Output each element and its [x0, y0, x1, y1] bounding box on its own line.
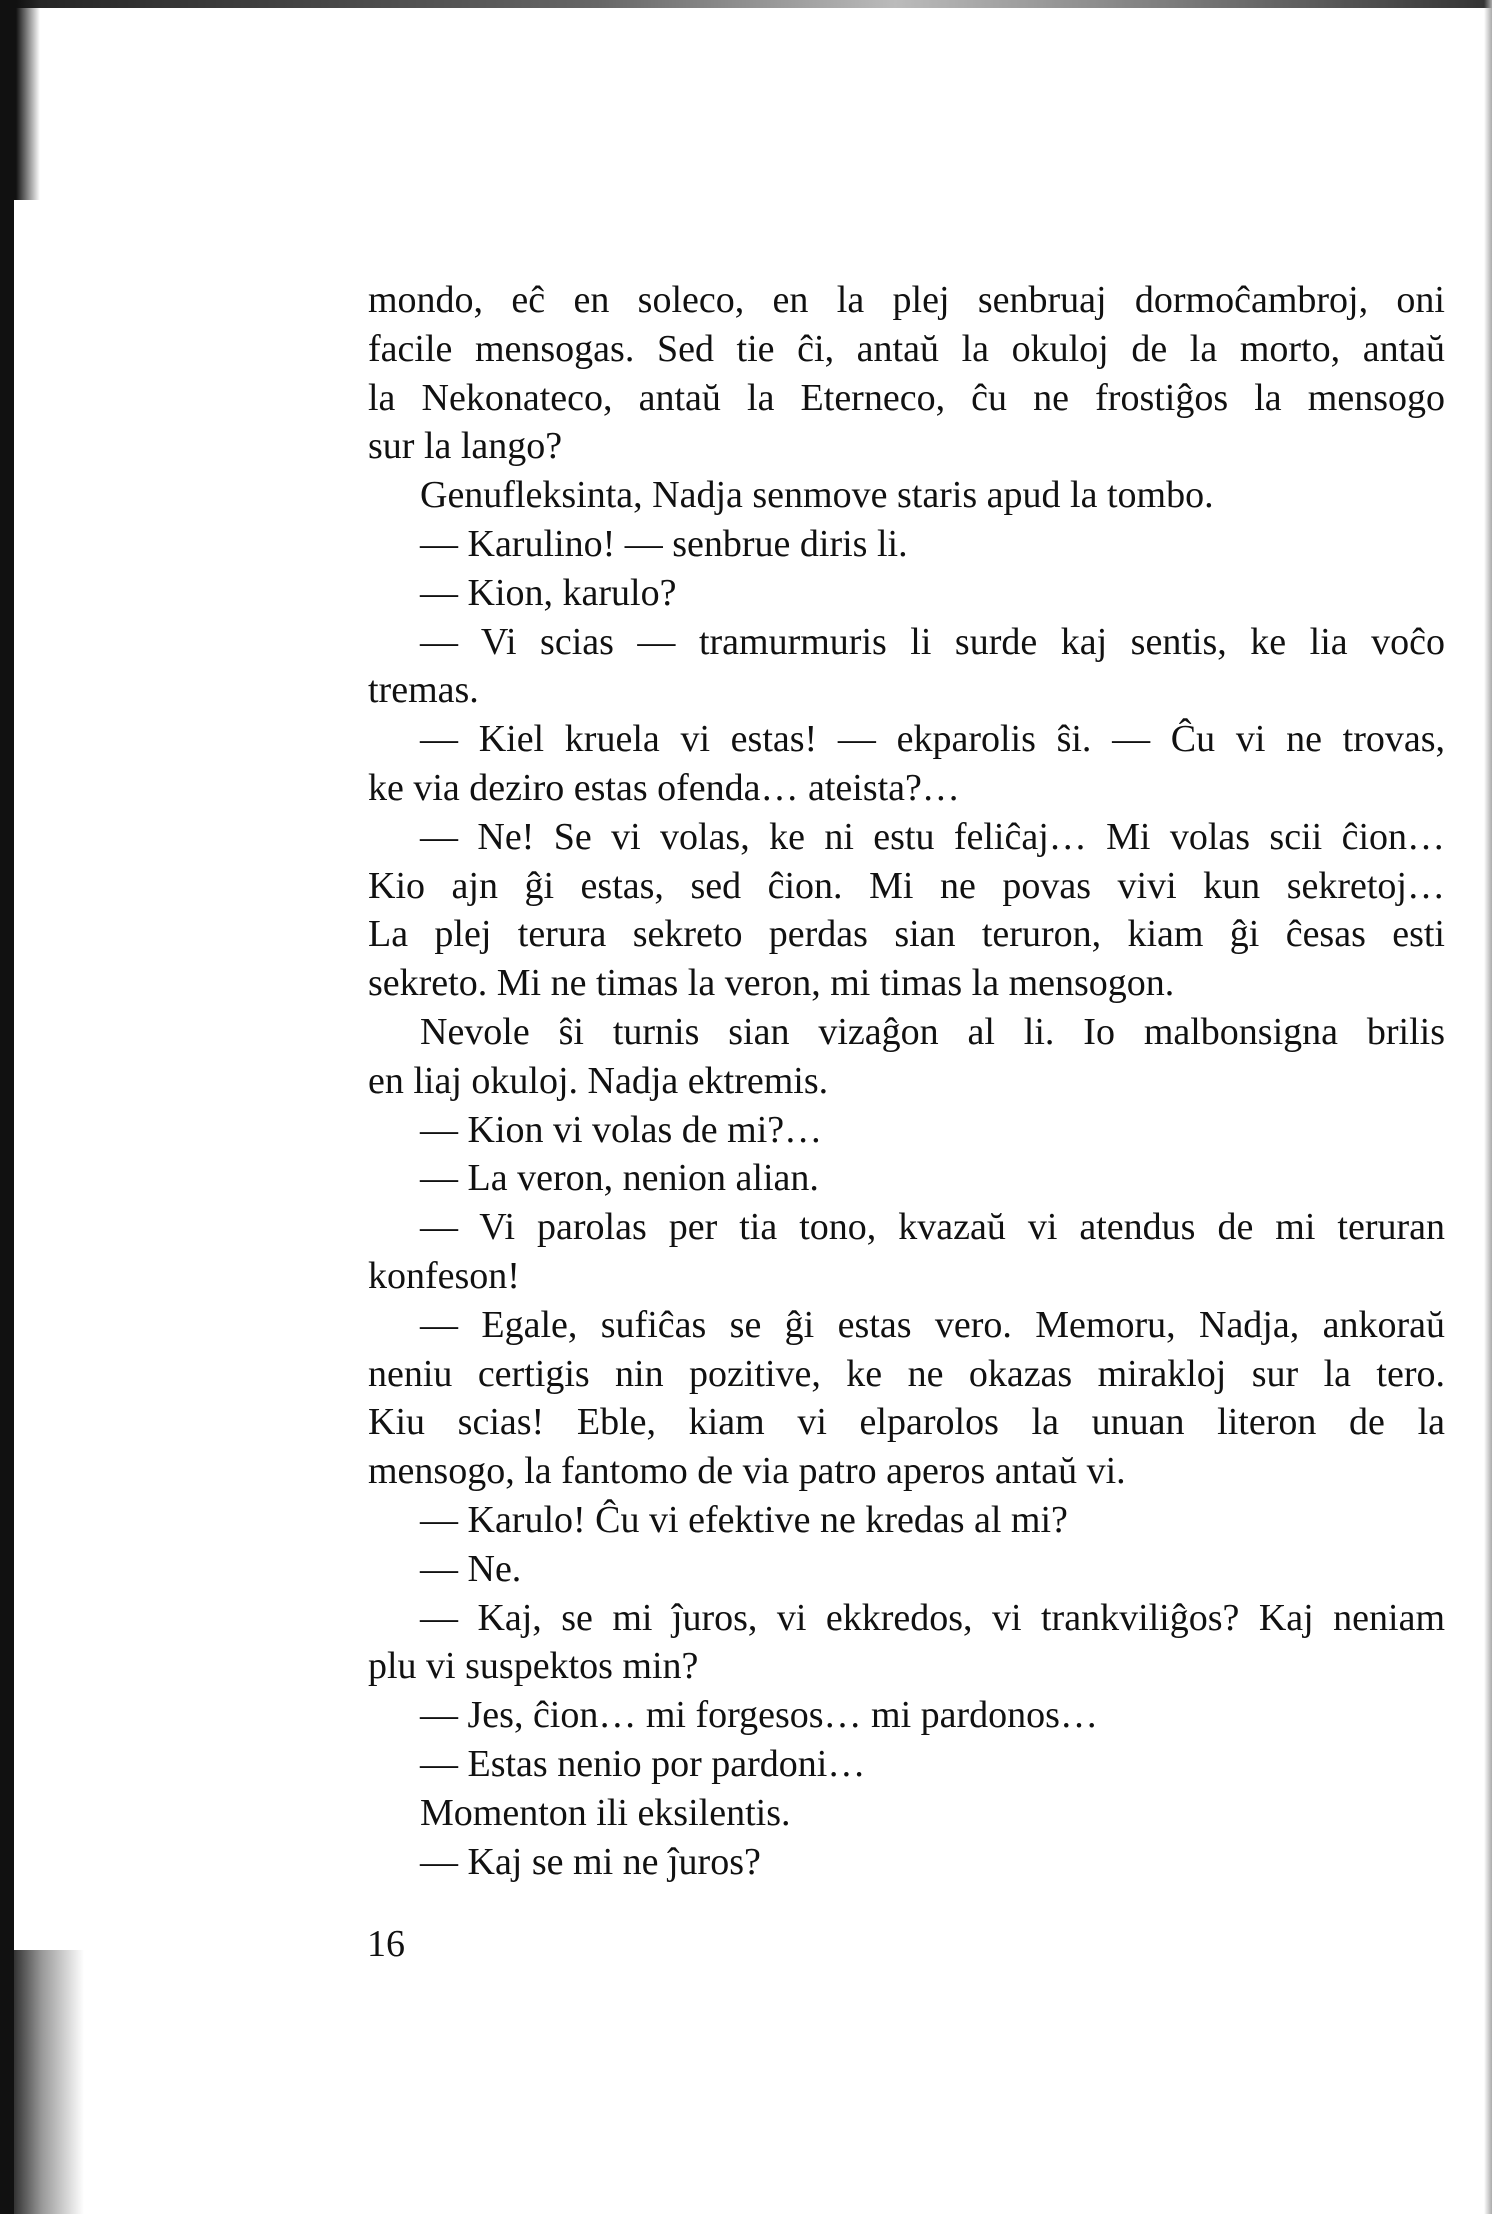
paragraph — [368, 276, 1445, 471]
text-line: — Karulino! — senbrue diris li. — [420, 522, 908, 565]
paragraph — [368, 569, 1445, 618]
text-line: Genufleksinta, Nadja senmove staris apud la tombo. — [420, 474, 1214, 517]
text-line: — Estas nenio por pardoni… — [420, 1742, 866, 1785]
paragraph — [368, 618, 1445, 716]
text-line: Momenton ili eksilentis. — [420, 1791, 791, 1834]
text-line: — Kaj se mi ne ĵuros? — [420, 1840, 761, 1883]
paragraph — [368, 1691, 1445, 1740]
text-line: mondo, eĉ en soleco, en la plej senbruaj dormoĉambroj, oni — [368, 279, 1445, 321]
text-line: la Nekonateco, antaŭ la Eterneco, ĉu ne frostiĝos la mensogo — [368, 376, 1445, 419]
text-line: ke via deziro estas ofenda… ateista?… — [368, 766, 960, 809]
text-line: — Kion, karulo? — [420, 571, 677, 614]
scan-edge-right — [1484, 0, 1492, 2214]
scan-edge-bottom-left — [14, 1950, 84, 2214]
paragraph — [368, 1106, 1445, 1155]
text-line: — Ne! Se vi volas, ke ni estu feliĉaj… Mi volas scii ĉion… — [420, 815, 1445, 858]
text-line: Kio ajn ĝi estas, sed ĉion. Mi ne povas vivi kun sekretoj… — [368, 864, 1445, 907]
scan-edge-left — [0, 0, 14, 2214]
paragraph — [368, 715, 1445, 813]
paragraph — [368, 1838, 1445, 1887]
text-line: plu vi suspektos min? — [368, 1645, 699, 1688]
text-line: La plej terura sekreto perdas sian teruron, kiam ĝi ĉesas esti — [368, 913, 1445, 956]
text-line: mensogo, la fantomo de via patro aperos antaŭ vi. — [368, 1450, 1126, 1493]
text-line: — Kaj, se mi ĵuros, vi ekkredos, vi trankviliĝos? Kaj neniam — [420, 1596, 1445, 1639]
text-line: sekreto. Mi ne timas la veron, mi timas la mensogon. — [368, 962, 1175, 1005]
paragraph — [368, 471, 1445, 520]
paragraph — [368, 1496, 1445, 1545]
paragraph — [368, 1594, 1445, 1692]
text-line: — Vi parolas per tia tono, kvazaŭ vi atendus de mi teruran — [420, 1206, 1445, 1249]
body-text — [368, 276, 1445, 1886]
text-line: Kiu scias! Eble, kiam vi elparolos la unuan literon de la — [368, 1401, 1445, 1444]
text-line: — Kion vi volas de mi?… — [420, 1108, 823, 1151]
text-line: facile mensogas. Sed tie ĉi, antaŭ la okuloj de la morto, antaŭ — [368, 327, 1445, 370]
text-line: — Karulo! Ĉu vi efektive ne kredas al mi? — [420, 1498, 1068, 1541]
paragraph — [368, 1545, 1445, 1594]
text-line: konfeson! — [368, 1254, 520, 1297]
paragraph — [368, 1154, 1445, 1203]
paragraph — [368, 1740, 1445, 1789]
text-line: — Ne. — [420, 1547, 522, 1590]
paragraph — [368, 1789, 1445, 1838]
scan-edge-top — [0, 0, 1492, 8]
text-line: sur la lango? — [368, 425, 563, 468]
text-line: en liaj okuloj. Nadja ektremis. — [368, 1059, 829, 1102]
paragraph — [368, 813, 1445, 1008]
text-line: neniu certigis nin pozitive, ke ne okazas mirakloj sur la tero. — [368, 1352, 1445, 1395]
paragraph — [368, 1301, 1445, 1496]
text-line: — Vi scias — tramurmuris li surde kaj sentis, ke lia voĉo — [420, 620, 1445, 663]
paragraph — [368, 1008, 1445, 1106]
page-number: 16 — [367, 1923, 405, 1965]
paragraph — [368, 520, 1445, 569]
text-line: — Jes, ĉion… mi forgesos… mi pardonos… — [420, 1694, 1098, 1737]
text-line: — La veron, nenion alian. — [420, 1157, 819, 1200]
text-line: tremas. — [368, 669, 479, 712]
text-line: Nevole ŝi turnis sian vizaĝon al li. Io malbonsigna brilis — [420, 1010, 1445, 1053]
paragraph — [368, 1203, 1445, 1301]
text-line: — Egale, sufiĉas se ĝi estas vero. Memoru, Nadja, ankoraŭ — [420, 1303, 1445, 1346]
text-line: — Kiel kruela vi estas! — ekparolis ŝi. — Ĉu vi ne trovas, — [420, 718, 1445, 761]
